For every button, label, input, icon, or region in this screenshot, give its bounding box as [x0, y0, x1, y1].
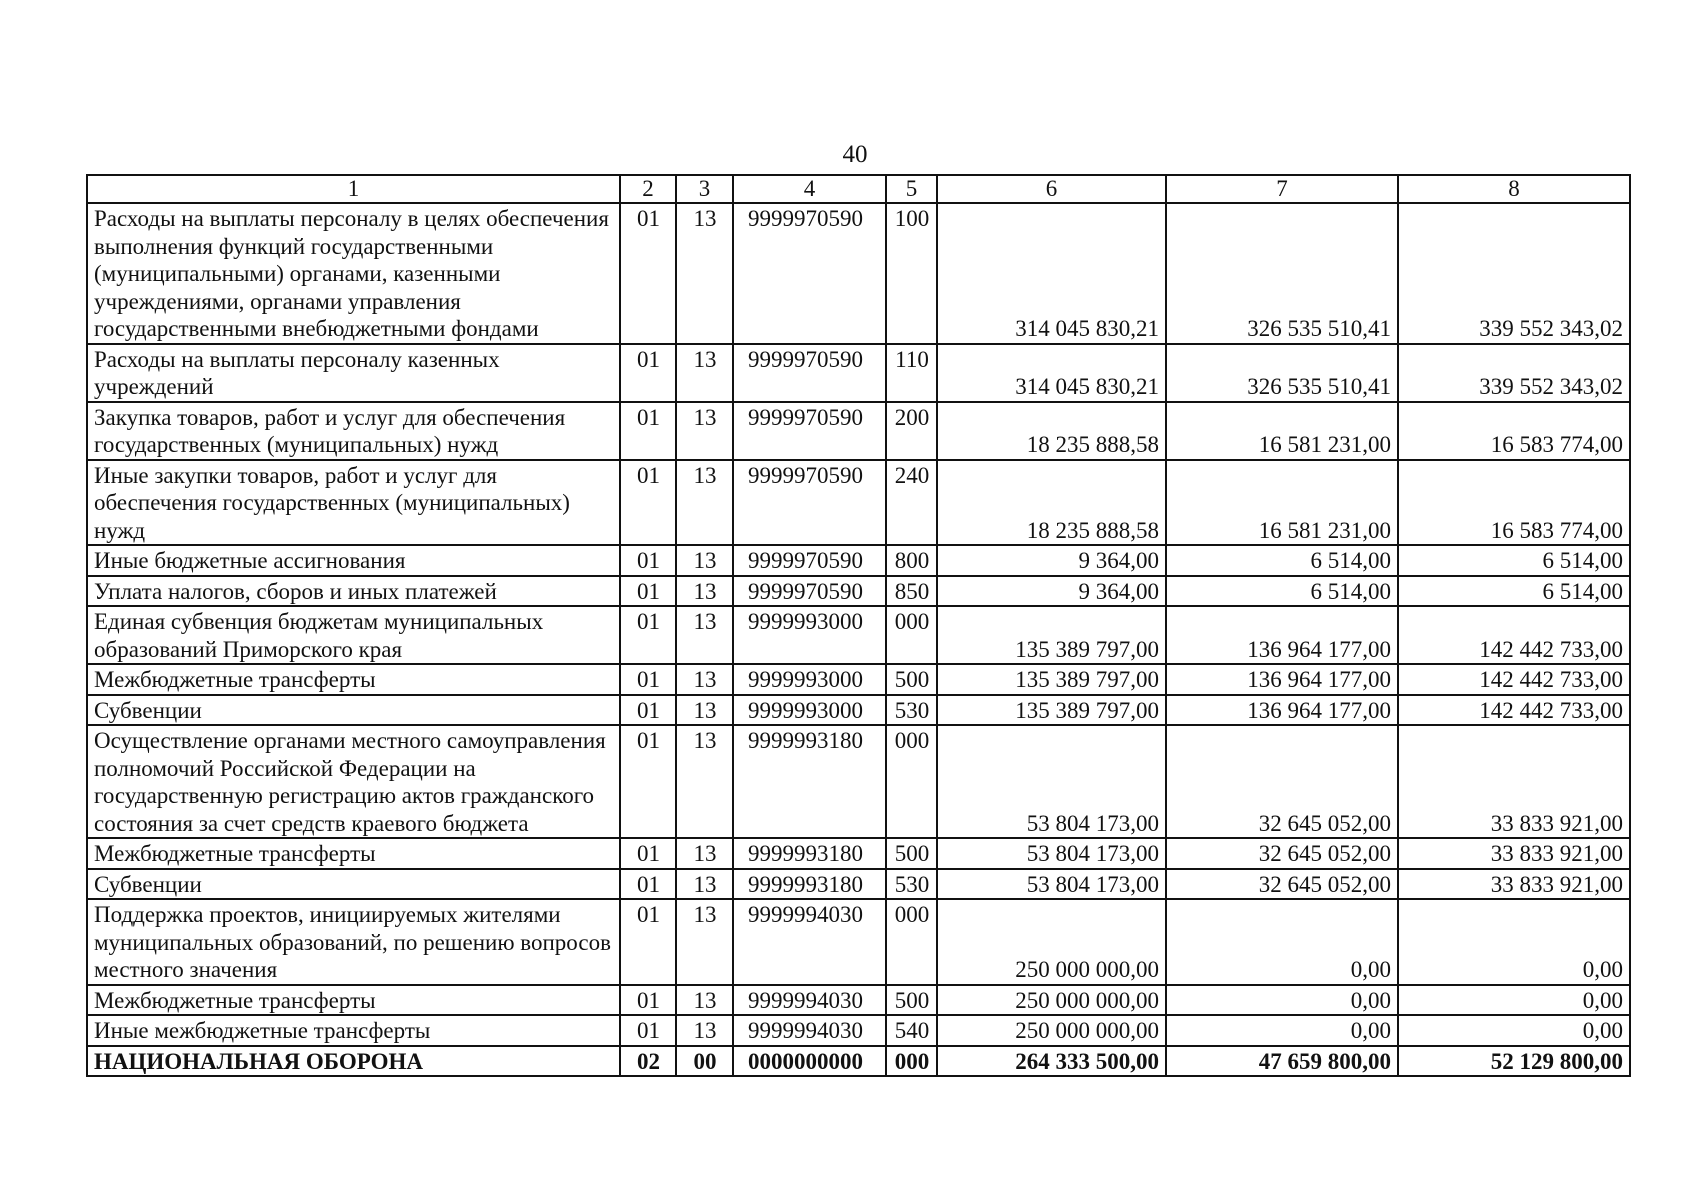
subsection-code: 13	[676, 460, 733, 546]
expense-type-code: 110	[886, 344, 937, 402]
amount-col-8: 16 583 774,00	[1398, 460, 1630, 546]
subsection-code: 13	[676, 1015, 733, 1046]
amount-col-6: 314 045 830,21	[937, 344, 1166, 402]
row-name: Расходы на выплаты персоналу в целях обеспечения выполнения функций государственными (муниципальными) органами, казенными учреждениями, органами управления государственными внебюджетными фондами	[87, 203, 620, 344]
target-article-code: 9999970590	[733, 203, 886, 344]
table-row	[87, 576, 1630, 607]
row-name: Межбюджетные трансферты	[87, 985, 620, 1016]
subsection-code: 13	[676, 869, 733, 900]
budget-table	[86, 174, 1631, 1077]
expense-type-code: 500	[886, 985, 937, 1016]
target-article-code: 9999993000	[733, 664, 886, 695]
amount-col-7: 0,00	[1166, 1015, 1398, 1046]
target-article-code: 9999970590	[733, 576, 886, 607]
amount-col-7: 6 514,00	[1166, 576, 1398, 607]
table-row	[87, 838, 1630, 869]
amount-col-8: 0,00	[1398, 899, 1630, 985]
section-code: 01	[620, 899, 676, 985]
section-code: 01	[620, 606, 676, 664]
amount-col-7: 32 645 052,00	[1166, 869, 1398, 900]
header-row	[87, 175, 1630, 203]
row-name: Поддержка проектов, инициируемых жителями муниципальных образований, по решению вопросов местного значения	[87, 899, 620, 985]
amount-col-6: 53 804 173,00	[937, 725, 1166, 838]
target-article-code: 9999970590	[733, 402, 886, 460]
amount-col-8: 6 514,00	[1398, 576, 1630, 607]
amount-col-6: 18 235 888,58	[937, 402, 1166, 460]
expense-type-code: 000	[886, 606, 937, 664]
section-code: 01	[620, 695, 676, 726]
table-row	[87, 545, 1630, 576]
expense-type-code: 540	[886, 1015, 937, 1046]
target-article-code: 9999970590	[733, 460, 886, 546]
table-row	[87, 606, 1630, 664]
table-row	[87, 899, 1630, 985]
expense-type-code: 240	[886, 460, 937, 546]
amount-col-6: 53 804 173,00	[937, 838, 1166, 869]
expense-type-code: 000	[886, 1046, 937, 1077]
amount-col-7: 47 659 800,00	[1166, 1046, 1398, 1077]
amount-col-7: 136 964 177,00	[1166, 695, 1398, 726]
amount-col-6: 314 045 830,21	[937, 203, 1166, 344]
expense-type-code: 850	[886, 576, 937, 607]
row-name: НАЦИОНАЛЬНАЯ ОБОРОНА	[87, 1046, 620, 1077]
amount-col-6: 53 804 173,00	[937, 869, 1166, 900]
amount-col-6: 250 000 000,00	[937, 1015, 1166, 1046]
target-article-code: 9999993000	[733, 695, 886, 726]
subsection-code: 13	[676, 606, 733, 664]
row-name: Расходы на выплаты персоналу казенных учреждений	[87, 344, 620, 402]
amount-col-6: 18 235 888,58	[937, 460, 1166, 546]
target-article-code: 9999994030	[733, 1015, 886, 1046]
expense-type-code: 200	[886, 402, 937, 460]
section-code: 01	[620, 460, 676, 546]
amount-col-8: 142 442 733,00	[1398, 606, 1630, 664]
amount-col-7: 0,00	[1166, 985, 1398, 1016]
table-row	[87, 402, 1630, 460]
table-row	[87, 203, 1630, 344]
table-row	[87, 1046, 1630, 1077]
section-code: 01	[620, 869, 676, 900]
amount-col-6: 250 000 000,00	[937, 985, 1166, 1016]
section-code: 01	[620, 402, 676, 460]
expense-type-code: 500	[886, 664, 937, 695]
expense-type-code: 530	[886, 695, 937, 726]
table-row	[87, 664, 1630, 695]
amount-col-7: 326 535 510,41	[1166, 344, 1398, 402]
column-header: 4	[733, 175, 886, 203]
table-row	[87, 344, 1630, 402]
section-code: 01	[620, 985, 676, 1016]
amount-col-8: 142 442 733,00	[1398, 664, 1630, 695]
column-header: 6	[937, 175, 1166, 203]
amount-col-8: 6 514,00	[1398, 545, 1630, 576]
row-name: Субвенции	[87, 869, 620, 900]
amount-col-8: 0,00	[1398, 1015, 1630, 1046]
amount-col-7: 136 964 177,00	[1166, 664, 1398, 695]
expense-type-code: 530	[886, 869, 937, 900]
target-article-code: 9999970590	[733, 344, 886, 402]
table-body	[87, 175, 1630, 1076]
expense-type-code: 000	[886, 725, 937, 838]
table-row	[87, 725, 1630, 838]
column-header: 8	[1398, 175, 1630, 203]
expense-type-code: 800	[886, 545, 937, 576]
amount-col-7: 16 581 231,00	[1166, 402, 1398, 460]
amount-col-8: 52 129 800,00	[1398, 1046, 1630, 1077]
table-row	[87, 460, 1630, 546]
table-row	[87, 869, 1630, 900]
subsection-code: 13	[676, 545, 733, 576]
row-name: Иные закупки товаров, работ и услуг для обеспечения государственных (муниципальных) нужд	[87, 460, 620, 546]
section-code: 01	[620, 576, 676, 607]
row-name: Единая субвенция бюджетам муниципальных образований Приморского края	[87, 606, 620, 664]
amount-col-7: 326 535 510,41	[1166, 203, 1398, 344]
subsection-code: 13	[676, 695, 733, 726]
amount-col-6: 135 389 797,00	[937, 606, 1166, 664]
row-name: Субвенции	[87, 695, 620, 726]
amount-col-8: 0,00	[1398, 985, 1630, 1016]
section-code: 01	[620, 203, 676, 344]
subsection-code: 13	[676, 664, 733, 695]
amount-col-6: 264 333 500,00	[937, 1046, 1166, 1077]
amount-col-6: 135 389 797,00	[937, 695, 1166, 726]
amount-col-8: 33 833 921,00	[1398, 838, 1630, 869]
target-article-code: 9999994030	[733, 899, 886, 985]
column-header: 3	[676, 175, 733, 203]
subsection-code: 13	[676, 899, 733, 985]
target-article-code: 0000000000	[733, 1046, 886, 1077]
target-article-code: 9999993180	[733, 725, 886, 838]
table-row	[87, 1015, 1630, 1046]
row-name: Межбюджетные трансферты	[87, 838, 620, 869]
subsection-code: 13	[676, 402, 733, 460]
amount-col-6: 250 000 000,00	[937, 899, 1166, 985]
row-name: Межбюджетные трансферты	[87, 664, 620, 695]
amount-col-7: 16 581 231,00	[1166, 460, 1398, 546]
subsection-code: 13	[676, 985, 733, 1016]
amount-col-7: 0,00	[1166, 899, 1398, 985]
table-row	[87, 985, 1630, 1016]
target-article-code: 9999993180	[733, 869, 886, 900]
target-article-code: 9999993180	[733, 838, 886, 869]
column-header: 7	[1166, 175, 1398, 203]
amount-col-8: 33 833 921,00	[1398, 869, 1630, 900]
amount-col-7: 6 514,00	[1166, 545, 1398, 576]
amount-col-7: 32 645 052,00	[1166, 725, 1398, 838]
subsection-code: 13	[676, 725, 733, 838]
section-code: 01	[620, 545, 676, 576]
subsection-code: 00	[676, 1046, 733, 1077]
amount-col-8: 16 583 774,00	[1398, 402, 1630, 460]
amount-col-8: 142 442 733,00	[1398, 695, 1630, 726]
amount-col-6: 9 364,00	[937, 545, 1166, 576]
amount-col-6: 135 389 797,00	[937, 664, 1166, 695]
expense-type-code: 000	[886, 899, 937, 985]
subsection-code: 13	[676, 203, 733, 344]
subsection-code: 13	[676, 344, 733, 402]
amount-col-8: 33 833 921,00	[1398, 725, 1630, 838]
row-name: Закупка товаров, работ и услуг для обеспечения государственных (муниципальных) нужд	[87, 402, 620, 460]
section-code: 01	[620, 1015, 676, 1046]
amount-col-7: 32 645 052,00	[1166, 838, 1398, 869]
table-row	[87, 695, 1630, 726]
page-number: 40	[842, 141, 868, 168]
amount-col-8: 339 552 343,02	[1398, 344, 1630, 402]
row-name: Уплата налогов, сборов и иных платежей	[87, 576, 620, 607]
column-header: 5	[886, 175, 937, 203]
section-code: 01	[620, 664, 676, 695]
section-code: 01	[620, 838, 676, 869]
target-article-code: 9999993000	[733, 606, 886, 664]
column-header: 2	[620, 175, 676, 203]
section-code: 01	[620, 344, 676, 402]
target-article-code: 9999994030	[733, 985, 886, 1016]
amount-col-7: 136 964 177,00	[1166, 606, 1398, 664]
amount-col-6: 9 364,00	[937, 576, 1166, 607]
target-article-code: 9999970590	[733, 545, 886, 576]
column-header: 1	[87, 175, 620, 203]
row-name: Осуществление органами местного самоуправления полномочий Российской Федерации на государственную регистрацию актов гражданского состояния за счет средств краевого бюджета	[87, 725, 620, 838]
expense-type-code: 100	[886, 203, 937, 344]
section-code: 02	[620, 1046, 676, 1077]
row-name: Иные межбюджетные трансферты	[87, 1015, 620, 1046]
subsection-code: 13	[676, 838, 733, 869]
row-name: Иные бюджетные ассигнования	[87, 545, 620, 576]
amount-col-8: 339 552 343,02	[1398, 203, 1630, 344]
subsection-code: 13	[676, 576, 733, 607]
section-code: 01	[620, 725, 676, 838]
expense-type-code: 500	[886, 838, 937, 869]
